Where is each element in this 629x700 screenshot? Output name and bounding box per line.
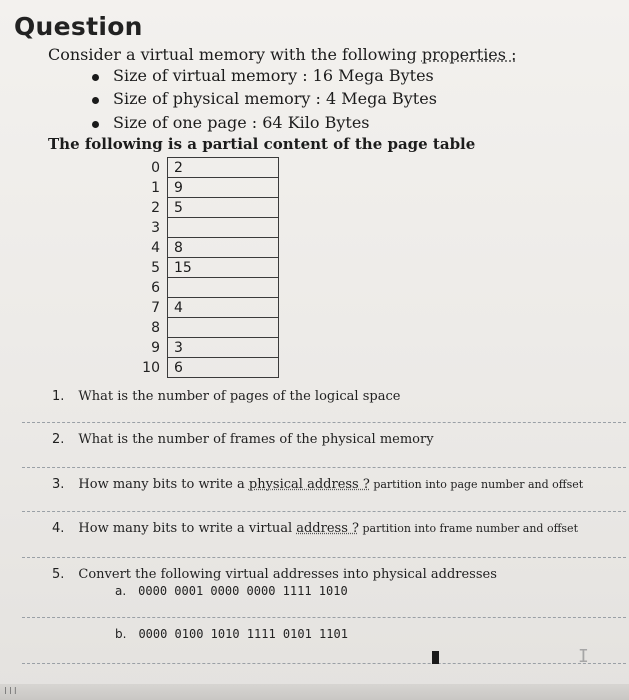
question-tail: partition into frame number and offset bbox=[358, 522, 578, 535]
subitem-a bbox=[115, 584, 348, 598]
question-3 bbox=[52, 477, 583, 492]
question-text: What is the number of frames of the physical memory bbox=[78, 432, 434, 447]
question-emphasis: address ? bbox=[296, 521, 359, 536]
question-number: 5. bbox=[52, 567, 65, 582]
question-text: How many bits to write a virtual bbox=[78, 521, 297, 536]
question-text: How many bits to write a bbox=[78, 477, 249, 492]
page-table-index: 9 bbox=[151, 340, 160, 356]
bullet-dot bbox=[92, 97, 99, 104]
page-table-frame-cell: 8 bbox=[167, 238, 279, 258]
page-table-frame-cell: 15 bbox=[167, 258, 279, 278]
page-table-frame-cell: 5 bbox=[167, 198, 279, 218]
question-emphasis: physical address ? bbox=[248, 477, 370, 492]
bullet-dot bbox=[92, 74, 99, 81]
bullet-page-size: Size of one page : 64 Kilo Bytes bbox=[113, 113, 370, 132]
bullet-virtual-memory: Size of virtual memory : 16 Mega Bytes bbox=[113, 66, 434, 85]
binary-address: 0000 0100 1010 1111 0101 1101 bbox=[138, 627, 348, 641]
page-table-frame-cell: 9 bbox=[167, 178, 279, 198]
answer-line-5a[interactable] bbox=[22, 617, 626, 618]
subitem-label: a. bbox=[115, 584, 127, 598]
intro-tail: properties : bbox=[421, 45, 517, 64]
bottom-strip-marks: III bbox=[4, 686, 19, 697]
page-table-frame-cell bbox=[167, 278, 279, 298]
page-table-index: 6 bbox=[151, 280, 160, 296]
binary-address: 0000 0001 0000 0000 1111 1010 bbox=[138, 584, 348, 598]
ibeam-cursor-icon: I bbox=[578, 646, 589, 667]
question-2 bbox=[52, 432, 434, 447]
page-table-index: 0 bbox=[151, 160, 160, 176]
answer-line-5b[interactable] bbox=[22, 663, 626, 664]
intro-text bbox=[48, 45, 516, 64]
question-number: 3. bbox=[52, 477, 65, 492]
question-tail: partition into page number and offset bbox=[369, 478, 584, 491]
page-table-frame-cell: 2 bbox=[167, 158, 279, 178]
subitem-label: b. bbox=[115, 627, 127, 641]
text-cursor-block bbox=[432, 651, 439, 664]
page-table-index: 5 bbox=[151, 260, 160, 276]
page-table-frame-cell: 6 bbox=[167, 358, 279, 378]
question-title: Question bbox=[14, 12, 143, 41]
page-table-index: 7 bbox=[151, 300, 160, 316]
question-5 bbox=[52, 567, 497, 582]
answer-line-2[interactable] bbox=[22, 467, 626, 468]
question-number: 1. bbox=[52, 389, 65, 404]
page-table-index: 8 bbox=[151, 320, 160, 336]
question-text: Convert the following virtual addresses into physical addresses bbox=[78, 567, 497, 582]
intro-main: Consider a virtual memory with the following bbox=[48, 45, 422, 64]
answer-line-3[interactable] bbox=[22, 511, 626, 512]
question-number: 4. bbox=[52, 521, 65, 536]
question-1 bbox=[52, 389, 400, 404]
question-text: What is the number of pages of the logical space bbox=[78, 389, 401, 404]
page-table-index: 3 bbox=[151, 220, 160, 236]
page-table-frame-cell bbox=[167, 218, 279, 238]
page-table-frame-cell bbox=[167, 318, 279, 338]
question-number: 2. bbox=[52, 432, 65, 447]
answer-line-4[interactable] bbox=[22, 557, 626, 558]
page-table-index: 1 bbox=[151, 180, 160, 196]
page-table-index: 4 bbox=[151, 240, 160, 256]
answer-line-1[interactable] bbox=[22, 422, 626, 423]
page-table-index: 2 bbox=[151, 200, 160, 216]
page-table-intro: The following is a partial content of the page table bbox=[48, 135, 476, 153]
page-table-frame-cell: 4 bbox=[167, 298, 279, 318]
page-table-index: 10 bbox=[142, 360, 160, 376]
bullet-dot bbox=[92, 121, 99, 128]
question-4 bbox=[52, 521, 578, 536]
bottom-strip bbox=[0, 684, 629, 700]
bullet-physical-memory: Size of physical memory : 4 Mega Bytes bbox=[113, 89, 437, 108]
subitem-b bbox=[115, 627, 348, 641]
page-table-frame-cell: 3 bbox=[167, 338, 279, 358]
